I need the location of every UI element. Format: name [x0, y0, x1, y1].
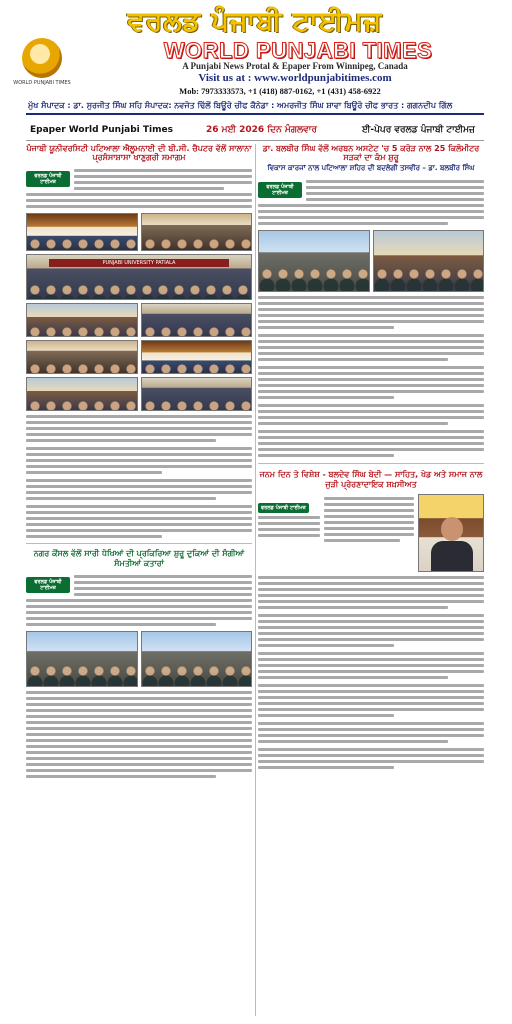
masthead — [0, 0, 512, 122]
left-column — [26, 144, 252, 778]
masthead-gurmukhi-title: ਵਰਲਡ ਪੰਜਾਬੀ ਟਾਈਮਜ਼ — [127, 6, 383, 37]
publication-badge: ਵਰਲਡ ਪੰਜਾਬੀ ਟਾਈਮਜ਼ — [26, 577, 70, 593]
right-column — [258, 144, 484, 769]
photo-pair — [258, 230, 484, 292]
logo-caption: WORLD PUNJABI TIMES — [13, 80, 71, 86]
event-photo — [26, 303, 138, 337]
column-divider — [255, 144, 256, 1016]
event-photo — [141, 303, 253, 337]
article-subheadline: ਵਿਕਾਸ ਕਾਰਜਾਂ ਨਾਲ ਪਟਿਆਲਾ ਸ਼ਹਿਰ ਦੀ ਬਦਲੇਗੀ ਤਸਵੀਰ – ਡਾ. ਬਲਬੀਰ ਸਿੰਘ — [267, 164, 475, 173]
article-headline: ਜਨਮ ਦਿਨ ਤੇ ਵਿਸ਼ੇਸ਼ - ਬਲਦੇਵ ਸਿੰਘ ਬੇਦੀ — ਸਾਹਿਤ, ਖੇਡ ਅਤੇ ਸਮਾਜ ਨਾਲ ਜੁੜੀ ਪ੍ਰੇਰਣਾਦਾਇਕ ਸ਼ਖ਼ਸੀਅਤ — [259, 470, 483, 489]
event-photo — [26, 213, 138, 251]
strip-epaper-label: Epaper World Punjabi Times — [30, 125, 173, 135]
photo-collage — [26, 213, 252, 411]
event-photo — [141, 213, 253, 251]
logo-icon — [22, 38, 62, 78]
event-photo — [26, 377, 138, 411]
masthead-contacts: Mob: 7973333573, +1 (418) 887-0162, +1 (431) 458-6922 — [179, 86, 381, 96]
portrait-photo — [418, 494, 484, 572]
strip-date: 26 ਮਈ 2026 ਦਿਨ ਮੰਗਲਵਾਰ — [206, 125, 317, 135]
masthead-english-title: WORLD PUNJABI TIMES — [163, 38, 433, 63]
photo-banner-sign: PUNJABI UNIVERSITY PATIALA — [49, 259, 228, 267]
strip-divider — [26, 140, 484, 141]
publication-badge: ਵਰਲਡ ਪੰਜਾਬੀ ਟਾਈਮਜ਼ — [26, 171, 70, 187]
masthead-website[interactable]: Visit us at : www.worldpunjabitimes.com — [198, 72, 392, 84]
masthead-staff: ਮੁੱਖ ਸੰਪਾਦਕ : ਡਾ. ਸੁਰਜੀਤ ਸਿੰਘ ਸਹਿ ਸੰਪਾਦਕ: ਨਵਜੋਤ ਢਿੱਲੋਂ ਬਿਊਰੋ ਚੀਫ ਕੈਨੇਡਾ : ਅਮਰਜੀਤ ਸਿੰਘ ਸ਼ਾਵਾ ਬਿਊਰੋ ਚੀਫ ਭਾਰਤ : ਗਗਨਦੀਪ ਗਿੱਲ — [28, 101, 453, 110]
article-baldev-singh-bedi — [258, 470, 484, 768]
masthead-tagline: A Punjabi News Protal & Epaper From Winnipeg, Canada — [182, 61, 408, 71]
event-photo — [141, 377, 253, 411]
date-strip — [26, 124, 484, 138]
article-headline: ਨਗਰ ਕੌਂਸਲ ਵੱਲੋਂ ਸਾਰੀ ਧੋਖਿਆਂ ਦੀ ਪ੍ਰਕਿਰਿਆ ਸ਼ੁਰੂ ਦੁਕਿਆਂ ਦੀ ਸੰਗੀਆਂ ਸੰਮਤੀਆਂ ਕਤਾਰਾਂ — [33, 549, 245, 568]
publication-badge: ਵਰਲਡ ਪੰਜਾਬੀ ਟਾਈਮਜ਼ — [258, 503, 309, 513]
photo-pair — [26, 631, 252, 687]
masthead-divider — [26, 113, 484, 115]
event-photo — [141, 631, 253, 687]
article-roads — [258, 144, 484, 457]
event-photo — [373, 230, 485, 292]
event-photo — [141, 340, 253, 374]
strip-epaper-gurmukhi: ਈ-ਪੇਪਰ ਵਰਲਡ ਪੰਜਾਬੀ ਟਾਈਮਜ਼ — [362, 125, 475, 135]
article-headline: ਪੰਜਾਬੀ ਯੂਨੀਵਰਸਿਟੀ ਪਟਿਆਲਾ ਐਲੂਮਨਾਈ ਦੀ ਬੀ.ਸੀ. ਚੈਪਟਰ ਵੱਲੋਂ ਸਾਲਾਨਾ ਪ੍ਰਸੰਸਾਸ਼ਾਸਾ ਖਾਣੁਗਰੀ ਸਮਾਗਮ — [26, 144, 252, 163]
publication-badge: ਵਰਲਡ ਪੰਜਾਬੀ ਟਾਈਮਜ਼ — [258, 182, 302, 198]
article-university-alumni — [26, 144, 252, 538]
article-headline: ਡਾ. ਬਲਬੀਰ ਸਿੰਘ ਵੱਲੋਂ ਅਰਬਨ ਅਸਟੇਟ 'ਚ 5 ਕਰੋੜ ਨਾਲ 25 ਕਿਲੋਮੀਟਰ ਸੜਕਾਂ ਦਾ ਕੰਮ ਸ਼ੁਰੂ — [262, 144, 480, 163]
article-separator — [26, 543, 252, 544]
article-separator — [258, 463, 484, 464]
event-photo — [26, 631, 138, 687]
article-municipal-council — [26, 549, 252, 777]
event-photo — [26, 340, 138, 374]
event-photo — [258, 230, 370, 292]
event-photo — [26, 254, 252, 300]
